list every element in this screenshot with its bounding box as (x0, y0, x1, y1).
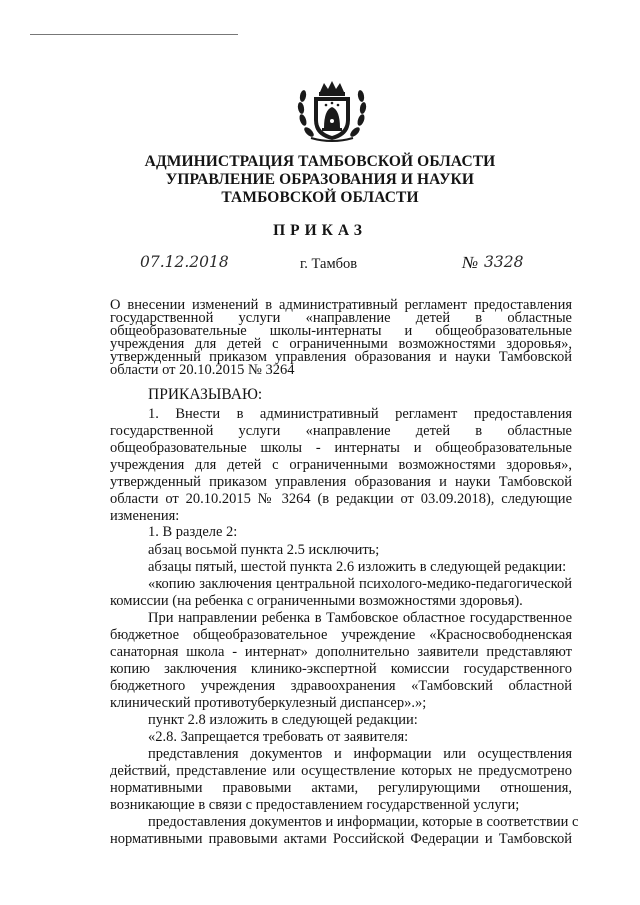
body-line: представления документов и информации или осуществления (148, 746, 572, 762)
body-line: «2.8. Запрещается требовать от заявителя: (148, 729, 409, 745)
order-date-handwritten: 07.12.2018 (140, 253, 229, 271)
body-line: пункт 2.8 изложить в следующей редакции: (148, 712, 418, 728)
subject-line: О внесении изменений в административный регламент предоставления (110, 297, 572, 313)
body-line: нормативными правовыми актами Российской Федерации и Тамбовской (110, 831, 572, 847)
body-line: предоставления документов и информации, которые в соответствии с (148, 814, 579, 830)
body-line: комиссии (на ребенка с ограниченными возможностями здоровья). (110, 593, 523, 609)
subject-line: общеобразовательные школы-интернаты и общеобразовательные (110, 323, 572, 339)
body-line: При направлении ребенка в Тамбовское областное государственное (148, 610, 572, 626)
body-line: 1. В разделе 2: (148, 524, 238, 540)
tambov-coat-of-arms-icon (297, 80, 367, 142)
body-line: государственной услуги «направление детей в областные (110, 423, 572, 439)
document-type-title: ПРИКАЗ (273, 222, 367, 239)
body-line: нормативными правовыми актами, регулирующими отношения, (110, 780, 572, 796)
body-line: клинический противотуберкулезный диспансер».»; (110, 695, 427, 711)
body-line: 1. Внести в административный регламент предоставления (148, 406, 572, 422)
number-sign: № (462, 253, 479, 272)
body-line: изменения: (110, 508, 180, 524)
order-directive-word: ПРИКАЗЫВАЮ: (148, 386, 263, 403)
subject-line: государственной услуги «направление детей в областные (110, 310, 572, 326)
body-line: действий, представление или осуществление которых не предусмотрено (110, 763, 572, 779)
body-line: бюджетное общеобразовательное учреждение «Красносвободненская (110, 627, 572, 643)
city-name: г. Тамбов (300, 256, 358, 272)
body-line: области от 20.10.2015 № 3264 (в редакции от 03.09.2018), следующие (110, 491, 572, 507)
body-line: общеобразовательные школы - интернаты и общеобразовательные (110, 440, 572, 456)
body-line: абзац восьмой пункта 2.5 исключить; (148, 542, 380, 558)
order-number-handwritten: 3328 (484, 253, 524, 271)
body-line: возникающие в связи с предоставлением государственной услуги; (110, 797, 520, 813)
body-line: санаторная школа - интернат» дополнительно заявители представляют (110, 644, 572, 660)
top-rule (30, 34, 238, 35)
subject-line: учреждения для детей с ограниченными возможностями здоровья», (110, 336, 572, 352)
org-name-line2: УПРАВЛЕНИЕ ОБРАЗОВАНИЯ И НАУКИ (165, 171, 475, 188)
body-line: учреждения для детей с ограниченными возможностями здоровья», (110, 457, 572, 473)
subject-line: области от 20.10.2015 № 3264 (110, 362, 295, 378)
org-name-line1: АДМИНИСТРАЦИЯ ТАМБОВСКОЙ ОБЛАСТИ (144, 153, 496, 170)
body-line: абзацы пятый, шестой пункта 2.6 изложить в следующей редакции: (148, 559, 567, 575)
body-line: копию заключения клинико-экспертной комиссии государственного (110, 661, 572, 677)
subject-line: утвержденный приказом управления образования и науки Тамбовской (110, 349, 572, 365)
body-line: «копию заключения центральной психолого-медико-педагогической (148, 576, 572, 592)
org-name-line3: ТАМБОВСКОЙ ОБЛАСТИ (221, 189, 419, 206)
body-line: утвержденный приказом управления образования и науки Тамбовской (110, 474, 572, 490)
body-line: бюджетного учреждения здравоохранения «Тамбовский областной (110, 678, 572, 694)
